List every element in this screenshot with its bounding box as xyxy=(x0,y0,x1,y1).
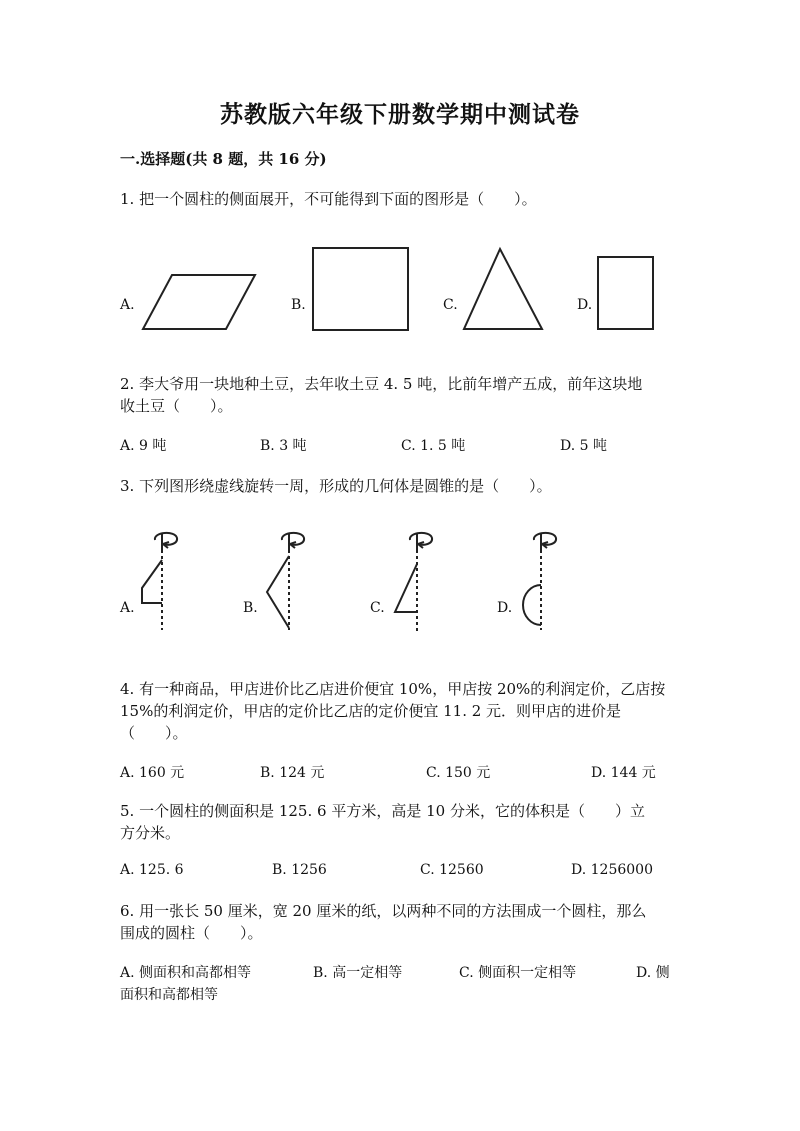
rotation-figure-d xyxy=(514,530,574,636)
q6-option-c: C. 侧面积一定相等 xyxy=(459,965,577,981)
q2-option-d: D. 5 吨 xyxy=(560,438,607,454)
q1-option-d-label: D. xyxy=(577,297,593,313)
triangle-figure xyxy=(460,245,546,333)
q5-option-a: A. 125. 6 xyxy=(120,862,184,878)
tall-rectangle-figure xyxy=(595,254,657,332)
question-2-text-line2: 收土豆（ ）。 xyxy=(120,397,233,415)
q4-option-c: C. 150 元 xyxy=(426,765,491,781)
q5-option-b: B. 1256 xyxy=(272,862,327,878)
q4-option-d: D. 144 元 xyxy=(591,765,656,781)
q5-option-d: D. 1256000 xyxy=(571,862,653,878)
q3-option-a-label: A. xyxy=(120,600,135,616)
rotation-figure-a xyxy=(135,530,195,636)
q3-option-d-label: D. xyxy=(497,600,513,616)
rotation-figure-c xyxy=(390,530,450,636)
rotation-figure-b xyxy=(262,530,322,636)
question-4-text-line1: 4. 有一种商品，甲店进价比乙店进价便宜 10%，甲店按 20%的利润定价，乙店按 xyxy=(120,680,666,698)
question-6-text-line2: 围成的圆柱（ ）。 xyxy=(120,924,263,942)
page-title: 苏教版六年级下册数学期中测试卷 xyxy=(220,101,580,128)
q3-option-c-label: C. xyxy=(370,600,385,616)
q6-option-d: D. 侧 xyxy=(636,965,670,981)
q2-option-b: B. 3 吨 xyxy=(260,438,307,454)
q6-option-b: B. 高一定相等 xyxy=(313,965,403,981)
q1-option-b-label: B. xyxy=(291,297,306,313)
q2-option-a: A. 9 吨 xyxy=(120,438,167,454)
q6-option-a: A. 侧面积和高都相等 xyxy=(120,965,252,981)
question-2-text-line1: 2. 李大爷用一块地种土豆，去年收土豆 4. 5 吨，比前年增产五成，前年这块地 xyxy=(120,375,643,393)
question-5-text-line1: 5. 一个圆柱的侧面积是 125. 6 平方米，高是 10 分米，它的体积是（ ）立 xyxy=(120,802,645,820)
question-5-text-line2: 方分米。 xyxy=(120,824,181,842)
q1-option-c-label: C. xyxy=(443,297,458,313)
q5-option-c: C. 12560 xyxy=(420,862,484,878)
question-4-text-line2: 15%的利润定价，甲店的定价比乙店的定价便宜 11. 2 元．则甲店的进价是 xyxy=(120,702,622,720)
rectangle-figure xyxy=(310,245,412,333)
q4-option-b: B. 124 元 xyxy=(260,765,325,781)
section-heading: 一.选择题(共 8 题，共 16 分) xyxy=(120,150,327,168)
question-6-text-line1: 6. 用一张长 50 厘米，宽 20 厘米的纸，以两种不同的方法围成一个圆柱，那么 xyxy=(120,902,647,920)
question-3-text: 3. 下列图形绕虚线旋转一周，形成的几何体是圆锥的是（ ）。 xyxy=(120,477,552,495)
q4-option-a: A. 160 元 xyxy=(120,765,185,781)
q1-option-a-label: A. xyxy=(120,297,135,313)
question-4-text-line3: （ ）。 xyxy=(120,724,188,742)
q2-option-c: C. 1. 5 吨 xyxy=(401,438,466,454)
question-1-text: 1. 把一个圆柱的侧面展开，不可能得到下面的图形是（ ）。 xyxy=(120,190,537,208)
q6-option-d-continued: 面积和高都相等 xyxy=(120,987,218,1003)
parallelogram-figure xyxy=(140,270,260,334)
q3-option-b-label: B. xyxy=(243,600,258,616)
